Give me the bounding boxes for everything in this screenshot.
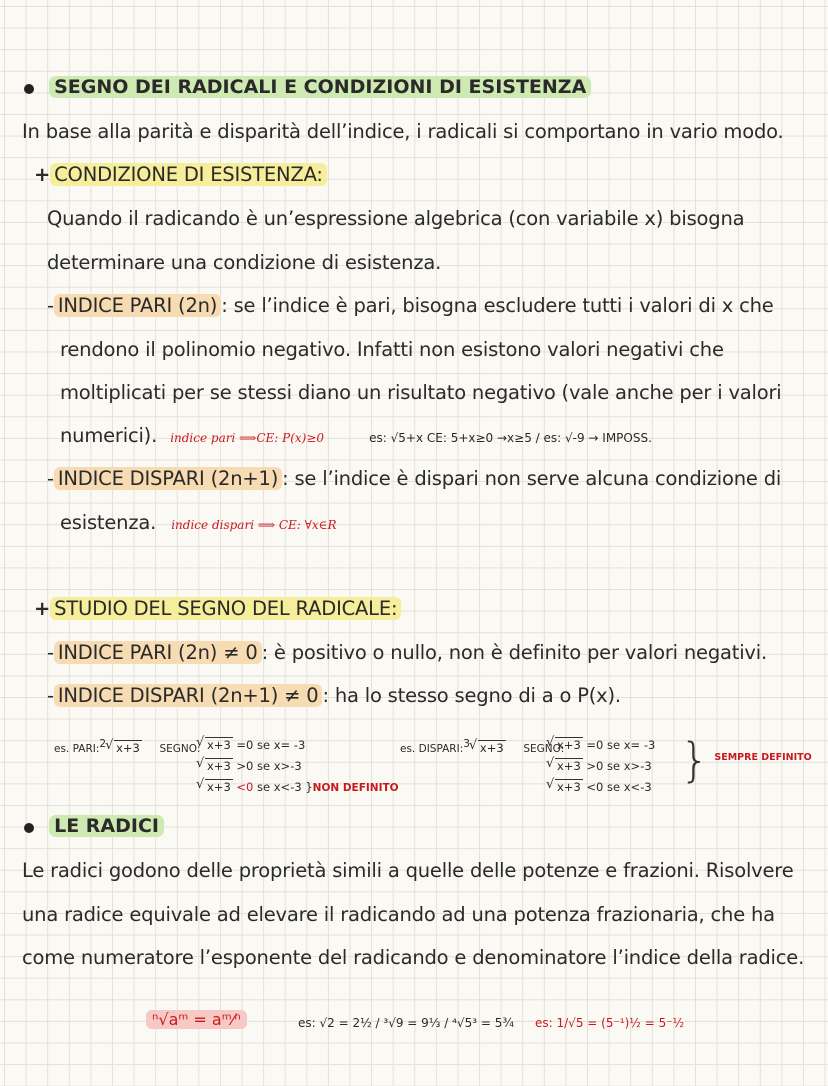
sub1-line2: determinare una condizione di esistenza.: [47, 251, 442, 274]
section1-intro: In base alla parità e disparità dell’indice, i radicali si comportano in vario modo.: [22, 120, 784, 143]
example-pari-row-0: [205, 738, 305, 752]
section2-line1: Le radici godono delle proprietà simili a quelle delle potenze e frazioni. Risolvere: [22, 859, 794, 882]
dispari-text2: esistenza.: [60, 511, 157, 534]
section2-line2: una radice equivale ad elevare il radicando ad una potenza frazionaria, che ha: [22, 903, 775, 926]
example-dispari-head: [400, 738, 564, 755]
sub2-dispari: [47, 684, 621, 707]
sub2-heading-text: STUDIO DEL SEGNO DEL RADICALE:: [50, 597, 401, 620]
dispari-brace-group: [680, 733, 812, 787]
row-radicand: √ x+3: [205, 779, 233, 794]
dispari-line2: [60, 511, 337, 534]
example-pari-index: 2: [99, 738, 107, 750]
row-condition: se x>-3: [257, 759, 302, 773]
example-dispari-index: 3: [463, 738, 470, 750]
example-dispari-label: es. DISPARI:: [400, 742, 464, 755]
sub2-pari: [47, 641, 767, 664]
row-radicand: √ x+3: [205, 758, 233, 773]
sub2-dispari-text: : ha lo stesso segno di a o P(x).: [322, 684, 621, 707]
sub2-heading: [34, 597, 401, 620]
root-formula: ⁿ√aᵐ = aᵐ⁄ⁿ: [146, 1010, 247, 1029]
bullet-icon: [24, 84, 34, 94]
plus-icon: +: [34, 597, 51, 620]
example-pari-segno: SEGNO:: [159, 742, 201, 755]
example-pari-row-1: [205, 759, 302, 773]
sub1-heading: [34, 163, 327, 186]
sub2-pari-label: INDICE PARI (2n) ≠ 0: [54, 641, 262, 664]
example-pari-note: NON DEFINITO: [312, 782, 399, 794]
row-condition: se x>-3: [607, 759, 652, 773]
pari-line2: rendono il polinomio negativo. Infatti non esistono valori negativi che: [60, 338, 724, 361]
row-condition: se x<-3: [257, 780, 302, 794]
row-relation: >0: [236, 759, 254, 773]
pari-label: INDICE PARI (2n): [54, 294, 221, 317]
section2-line3: come numeratore l’esponente del radicando e denominatore l’indice della radice.: [22, 946, 805, 969]
row-condition: se x= -3: [257, 738, 306, 752]
example-pari-head: [54, 738, 200, 755]
pari-text1: : se l’indice è pari, bisogna escludere tutti i valori di x che: [221, 294, 774, 317]
row-radicand: √ x+3: [555, 758, 583, 773]
section2-title: LE RADICI: [49, 815, 164, 837]
sub2-dispari-label: INDICE DISPARI (2n+1) ≠ 0: [54, 684, 323, 707]
sub1-line1: Quando il radicando è un’espressione algebrica (con variabile x) bisogna: [47, 207, 745, 230]
sub2-pari-text: : è positivo o nullo, non è definito per valori negativi.: [261, 641, 767, 664]
example-dispari-radicand: √ x+3: [478, 740, 506, 755]
dash: -: [47, 467, 54, 490]
pari-note: indice pari ⟹CE: P(x)≥0: [170, 431, 325, 445]
section1-header: [24, 76, 591, 98]
row-relation: =0: [586, 738, 604, 752]
root-example1: es: √2 = 2½ / ³√9 = 9⅓ / ⁴√5³ = 5¾: [298, 1016, 514, 1030]
row-radicand: √ x+3: [205, 737, 233, 752]
example-dispari-note: SEMPRE DEFINITO: [714, 752, 812, 763]
plus-icon: +: [34, 163, 51, 186]
row-radicand: √ x+3: [555, 737, 583, 752]
dash: -: [47, 684, 54, 707]
example-dispari-segno: SEGNO:: [523, 742, 565, 755]
dash: -: [47, 641, 54, 664]
dispari-line1: [47, 467, 781, 490]
section1-title: SEGNO DEI RADICALI E CONDIZIONI DI ESISTENZA: [49, 76, 591, 98]
example-pari-row-2: [205, 780, 399, 794]
brace: }: [305, 780, 313, 794]
dispari-note: indice dispari ⟹ CE: ∀x∈R: [171, 518, 337, 532]
row-condition: se x<-3: [607, 780, 652, 794]
row-relation: >0: [586, 759, 604, 773]
example-pari-radicand: √ x+3: [114, 740, 142, 755]
pari-example: es: √5+x CE: 5+x≥0 →x≥5 / es: √-9 → IMPOSS.: [369, 431, 652, 445]
row-condition: se x= -3: [607, 738, 656, 752]
row-relation: <0: [236, 780, 254, 794]
bullet-icon: [24, 823, 34, 833]
example-dispari-row-0: [555, 738, 655, 752]
pari-text4: numerici).: [60, 424, 158, 447]
dispari-text1: : se l’indice è dispari non serve alcuna condizione di: [282, 467, 782, 490]
pari-line1: [47, 294, 774, 317]
example-dispari-row-1: [555, 759, 652, 773]
pari-line4: [60, 424, 652, 447]
row-radicand: √ x+3: [555, 779, 583, 794]
example-pari-label: es. PARI:: [54, 742, 100, 755]
row-relation: <0: [586, 780, 604, 794]
row-relation: =0: [236, 738, 254, 752]
example-dispari-row-2: [555, 780, 652, 794]
sub1-heading-text: CONDIZIONE DI ESISTENZA:: [50, 163, 327, 186]
dispari-label: INDICE DISPARI (2n+1): [54, 467, 282, 490]
root-example2: es: 1/√5 = (5⁻¹)½ = 5⁻½: [535, 1016, 685, 1030]
dash: -: [47, 294, 54, 317]
pari-line3: moltiplicati per se stessi diano un risultato negativo (vale anche per i valori: [60, 381, 782, 404]
brace: }: [680, 733, 710, 787]
section2-header: [24, 815, 164, 837]
